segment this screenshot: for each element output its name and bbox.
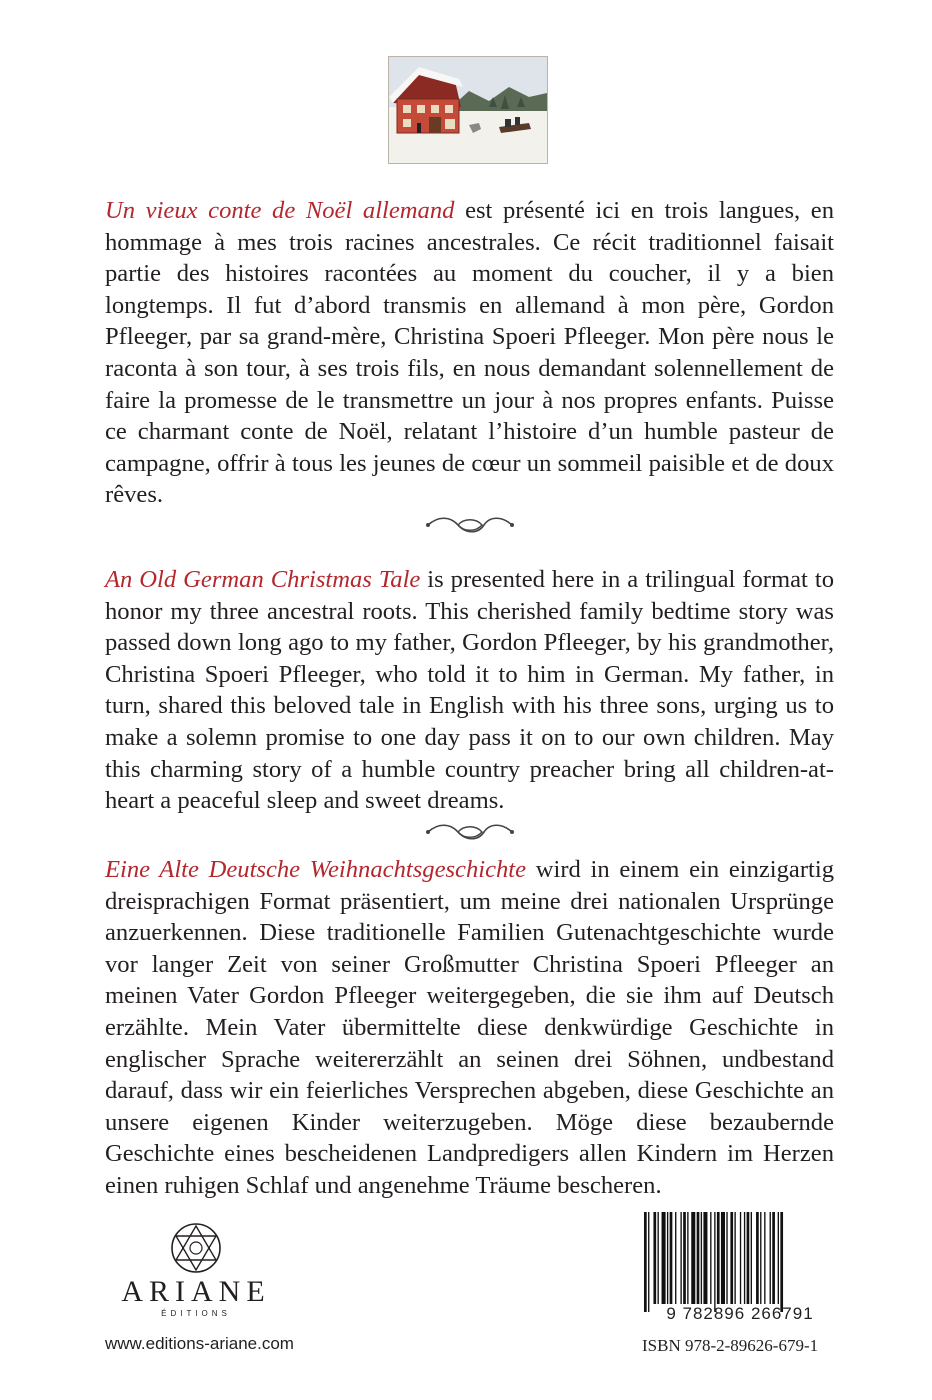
french-title: Un vieux conte de Noël allemand (105, 197, 455, 224)
barcode-bar (778, 1212, 779, 1304)
publisher-logo (118, 1222, 274, 1332)
barcode-bar (644, 1212, 647, 1312)
barcode-bar (687, 1212, 688, 1304)
ariane-emblem-icon (170, 1222, 222, 1274)
barcode-bar (772, 1212, 775, 1304)
barcode-digits: 9 782896 266791 (666, 1304, 814, 1323)
barcode-bar (653, 1212, 656, 1304)
barcode-bar (764, 1212, 765, 1304)
german-title: Eine Alte Deutsche Weihnachtsgeschichte (105, 856, 527, 883)
barcode-bar (675, 1212, 676, 1304)
barcode-bar (680, 1212, 681, 1304)
english-title: An Old German Christmas Tale (105, 566, 421, 593)
barcode-bar (756, 1212, 759, 1304)
barcode-bar (751, 1212, 752, 1304)
english-body: is presented here in a trilingual format to honor my three ancestral roots. This cherished family bedtime story was passed down long ago to my father, Gordon Pfleeger, by his grandmother, Christina Spoeri Pfleeger, who told it to him in German. My father, in turn, shared this beloved tale in English with his three sons, urging us to make a solemn promise to one day pass it on to our own children. May this charming story of a humble country preacher bring all children-at-heart a peaceful sleep and sweet dreams. (105, 566, 834, 815)
barcode-bar (670, 1212, 673, 1304)
barcode-bar (730, 1212, 733, 1304)
flourish-divider (424, 821, 516, 843)
barcode-bar (721, 1212, 725, 1304)
publisher-subtitle: ÉDITIONS (161, 1309, 231, 1318)
german-body: wird in einem ein einzigartig dreisprachigen Format präsentiert, um meine drei nationalen Ursprünge anzuerkennen. Diese traditionelle Familien Gutenachtgeschichte wurde vor langer Zeit von seiner Großmutter Christina Spoeri Pfleeger an meinen Vater Gordon Pfleeger weitergegeben, die sie ihm auf Deutsch erzählte. Mein Vater übermittelte diese denkwürdige Geschichte in englischer Sprache weitererzählt an seinen drei Söhnen, undbestand darauf, dass wir ein feierliches Versprechen abgeben, diese Geschichte an unsere eigenen Kinder weiterzugeben. Möge diese bezaubernde Geschichte eines bescheidenen Landpredigers allen Kindern im Herzen einen ruhigen Schlaf und angenehme Träume bescheren. (105, 856, 834, 1199)
barcode-bar (760, 1212, 761, 1304)
german-paragraph (105, 854, 834, 1202)
barcode-bar (703, 1212, 707, 1304)
english-paragraph (105, 564, 834, 817)
barcode-bar (770, 1212, 771, 1304)
barcode-bar (683, 1212, 686, 1304)
barcode-bar (662, 1212, 666, 1304)
french-paragraph (105, 195, 834, 511)
barcode-bar (740, 1212, 741, 1304)
isbn-barcode (640, 1212, 840, 1312)
barcode-bar (658, 1212, 659, 1304)
barcode-bar (744, 1212, 745, 1304)
isbn-number: ISBN 978-2-89626-679-1 (642, 1336, 819, 1355)
barcode-bar (701, 1212, 702, 1304)
barcode-bar (726, 1212, 727, 1304)
french-body: est présenté ici en trois langues, en hommage à mes trois racines ancestrales. Ce récit traditionnel faisait partie des histoires racontées au moment du coucher, il y a bien longtemps. Il fut d’abord transmis en allemand à mon père, Gordon Pfleeger, par sa grand-mère, Christina Spoeri Pfleeger. Mon père nous le raconta à son tour, à ses trois fils, en nous demandant solennellement de faire la promesse de le transmettre un jour à nos propres enfants. Puisse ce charmant conte de Noël, relatant l’histoire d’un humble pasteur de campagne, offrir à tous les jeunes de cœur un sommeil paisible et de doux rêves. (105, 197, 834, 509)
barcode-bar (648, 1212, 649, 1312)
barcode-bar (691, 1212, 695, 1304)
flourish-divider (424, 514, 516, 536)
publisher-website[interactable]: www.editions-ariane.com (105, 1334, 294, 1353)
winter-scene-image (389, 57, 547, 163)
barcode-bar (780, 1212, 783, 1312)
barcode-bar (714, 1212, 715, 1312)
cover-illustration (388, 56, 548, 164)
barcode-bar (697, 1212, 700, 1304)
publisher-name: ARIANE (121, 1275, 271, 1308)
barcode-bar (667, 1212, 668, 1304)
barcode-bar (734, 1212, 735, 1304)
barcode-bar (747, 1212, 750, 1304)
barcode-bar (717, 1212, 720, 1304)
barcode-bar (710, 1212, 711, 1304)
